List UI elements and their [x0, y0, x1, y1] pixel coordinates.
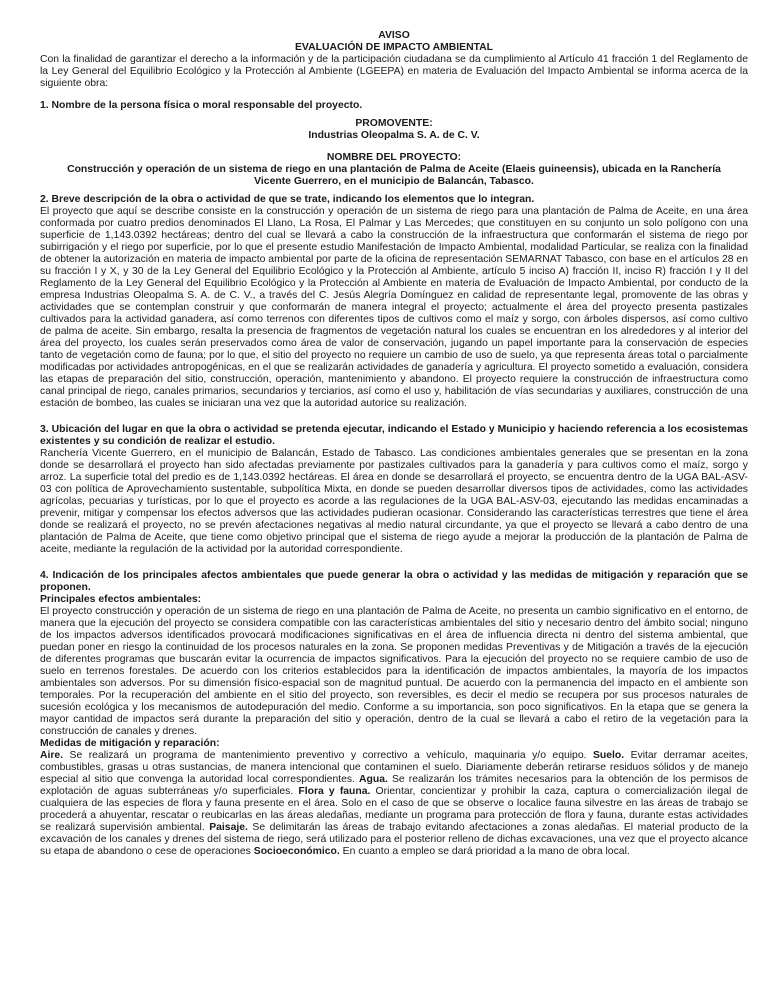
suelo-text: Evitar derramar aceites, combustibles, grasas u otras sustancias, de manera intencional que contaminen el suelo. Diariamente deberán retirarse residuos sólidos y de manejo especial al sitio que convenga la autoridad local correspondientes. [40, 750, 748, 785]
section-1-heading: 1. Nombre de la persona física o moral responsable del proyecto. [40, 100, 363, 111]
measures-heading: Medidas de mitigación y reparación: [40, 738, 220, 749]
flora-fauna-text: Orientar, concientizar y prohibir la caza, captura o comercialización ilegal de cualquiera de las especies de flora y fauna presente en el área. Solo en el caso de que se observe o localice fauna silvestre en las áreas de trabajo se procederá a ahuyentar, rescatar o reubicarlas en las áreas aledañas, mediante un programa para protección de flora y fauna, durante estas actividades se realizará supervisión ambiental. [40, 786, 748, 833]
section-2-heading: 2. Breve descripción de la obra o actividad de que se trate, indicando los elementos que lo integran. [40, 194, 535, 205]
project-name: Construcción y operación de un sistema de riego en una plantación de Palma de Aceite (Elaeis guineensis), ubicada en la Ranchería Vicente Guerrero, en el municipio de Balancán, Tabasco. [67, 164, 721, 187]
promovente-name: Industrias Oleopalma S. A. de C. V. [308, 130, 480, 141]
intro-paragraph: Con la finalidad de garantizar el derecho a la información y de la participación ciudadana se da cumplimiento al Artículo 41 fracción 1 del Reglamento de la Ley General del Equilibrio Ecológico y la Protección al Ambiente (LGEEPA) en materia de Evaluación del Impacto Ambiental se informa acerca de la siguiente obra: [40, 54, 748, 89]
paisaje-text: Se delimitarán las áreas de trabajo evitando afectaciones a zonas aledañas. El material producto de la excavación de los canales y drenes del sistema de riego, será utilizado para el posterior relleno de dichas excavaciones, una vez que el proyecto alcance su etapa de abandono o cese de operaciones [40, 822, 749, 857]
agua-text: Se realizarán los trámites necesarios para la obtención de los permisos de explotación de aguas subterráneas y/o superficiales. [40, 774, 748, 797]
aire-label: Aire. [40, 750, 64, 761]
effects-body: El proyecto construcción y operación de un sistema de riego en una plantación de Palma de Aceite, no presenta un cambio significativo en el entorno, de manera que la ejecución del proyecto se considera compatible con las características ambientales del sitio y necesario dentro del ámbito social; ninguno de los impactos adversos identificados provocará modificaciones significativas en el área de influencia directa ni dentro del sistema ambiental, que puedan poner en riesgo la continuidad de los procesos naturales en la zona. Se proponen medidas Preventivas y de Mitigación a través de la ejecución de diferentes programas que buscarán evitar la ocurrencia de impactos significativos. Para la ejecución del proyecto no se requiere cambio de uso de suelo en terrenos forestales. De acuerdo con los criterios establecidos para la identificación de impactos ambientales, la mayoría de los impactos ambientales son adversos. Por su dimensión físico-espacial son de magnitud puntual. De acuerdo con la permanencia del impacto en el ambiente son temporales. Por la recuperación del ambiente en el sitio del proyecto, son reversibles, es decir el medio se recupera por sus procesos naturales de sucesión ecológica y los mecanismos de autodepuración del medio. Conforme a su importancia, son poco significativos. En la etapa que se genera la mayor cantidad de impactos será durante la preparación del sitio y operación, dentro de la cual se llevará a cabo el retiro de la vegetación para la construcción de canales y drenes. [40, 606, 748, 737]
aviso-heading: AVISO [378, 30, 410, 41]
effects-heading: Principales efectos ambientales: [40, 594, 202, 605]
section-2-body: El proyecto que aquí se describe consiste en la construcción y operación de un sistema de riego para una plantación de Palma de Aceite, en una área conformada por cuatro predios denominados El Llano, La Rosa, El Palmar y Las Mercedes; que constituyen en su conjunto un solo polígono con una superficie de 1,143.0392 hectáreas; dentro del cual se llevará a cabo la construcción de la infraestructura que conformarán el sistema de riego por subirrigación y el riego por superficie, por lo que el presente estudio Manifestación de Impacto Ambiental, modalidad Particular, se realiza con la finalidad de obtener la autorización en materia de impacto ambiental por parte de la oficina de representación SEMARNAT Tabasco, con base en el artículos 28 en su fracción I y X, y 30 de la Ley General del Equilibrio Ecológico y la Protección al Ambiente, artículo 5 inciso A) fracción II, inciso R) fracción I y II del Reglamento de la Ley General del Equilibrio Ecológico y la Protección al Ambiente en materia de Evaluación de Impacto Ambiental, por conducto de la empresa Industrias Oleopalma S. A. de C. V., a través del C. Jesús Alegría Domínguez en calidad de representante legal, promovente de las obras y actividades que se contemplan construir y que conformarán de manera integral el proyecto; actualmente el área del proyecto presenta pastizales cultivados para la actividad ganadera, así como terrenos con diferentes tipos de cultivos como el maíz y sorgo, con árboles dispersos, así como cultivo de palma de aceite. Sin embargo, resalta la presencia de fragmentos de vegetación natural los cuales se encuentran en los alrededores y al interior del área del proyecto, los cuales serán preservados como área de valor de conservación, jugando un papel importante para la conservación de especies tanto de vegetación como de fauna; por lo que, el sitio del proyecto no requiere un cambio de uso de suelo, ya que representa áreas total o parcialmente modificadas por actividades antropogénicas, en el que se realizarán actividades de ganadería y agricultura. El proyecto sometido a evaluación, considera las etapas de preparación del sitio, construcción, operación, mantenimiento y abandono. El proyecto requiere la construcción de infraestructura como canal principal de riego, canales primarios, secundarios y terciarios, así como el uso y, habilitación de vías secundarias y auxiliares, construcción de una estación de bombeo, las cuales se iniciaran una vez que la autoridad autorice su realización. [40, 206, 748, 409]
document-title: EVALUACIÓN DE IMPACTO AMBIENTAL [295, 42, 493, 53]
suelo-label: Suelo. [592, 750, 625, 761]
measures-body [40, 750, 748, 858]
agua-label: Agua. [359, 774, 388, 785]
socioeconomico-text: En cuanto a empleo se dará prioridad a la mano de obra local. [339, 846, 630, 857]
flora-fauna-label: Flora y fauna. [298, 786, 371, 797]
section-4-heading: 4. Indicación de los principales afectos ambientales que puede generar la obra o actividad y las medidas de mitigación y reparación que se proponen. [40, 570, 748, 593]
paisaje-label: Paisaje. [209, 822, 248, 833]
promovente-label: PROMOVENTE: [355, 118, 433, 129]
project-label: NOMBRE DEL PROYECTO: [326, 152, 462, 163]
section-3-heading: 3. Ubicación del lugar en que la obra o actividad se pretenda ejecutar, indicando el Estado y Municipio y haciendo referencia a los ecosistemas existentes y su condición de realizar el estudio. [40, 424, 748, 447]
section-3-body: Ranchería Vicente Guerrero, en el municipio de Balancán, Estado de Tabasco. Las condiciones ambientales generales que se presentan en la zona donde se desarrollará el proyecto han sido afectadas previamente por pastizales cultivados para la ganadería y para cultivos como el maíz, sorgo y arroz. La superficie total del predio es de 1,143.0392 hectáreas. El área en donde se desarrollará el proyecto, se encuentra dentro de la UGA BAL-ASV-03 con política de Aprovechamiento sustentable, subpolítica Mixta, en donde se pueden desarrollar diversos tipos de actividades, como las actividades agrícolas, pecuarias y turísticas, por lo que el proyecto es acorde a las regulaciones de la UGA BAL-ASV-03, ejecutando las medidas encaminadas a prevenir, mitigar y compensar los efectos adversos que las actividades pudieran ocasionar. Considerando las características terrestres que tiene el área donde se realizará el proyecto, no se prevén afectaciones negativas al medio natural circundante, ya que el proyecto se llevará a cabo dentro de una plantación de Palma de Aceite, que tiene como objetivo principal que el sistema de riego ayude a mejorar la producción de la plantación de Palma de aceite, mediante la regulación de la actividad por la autoridad correspondiente. [40, 448, 748, 555]
aire-text: Se realizará un programa de mantenimiento preventivo y correctivo a vehículo, maquinaria y/o equipo. [63, 750, 593, 761]
socioeconomico-label: Socioeconómico. [253, 846, 340, 857]
